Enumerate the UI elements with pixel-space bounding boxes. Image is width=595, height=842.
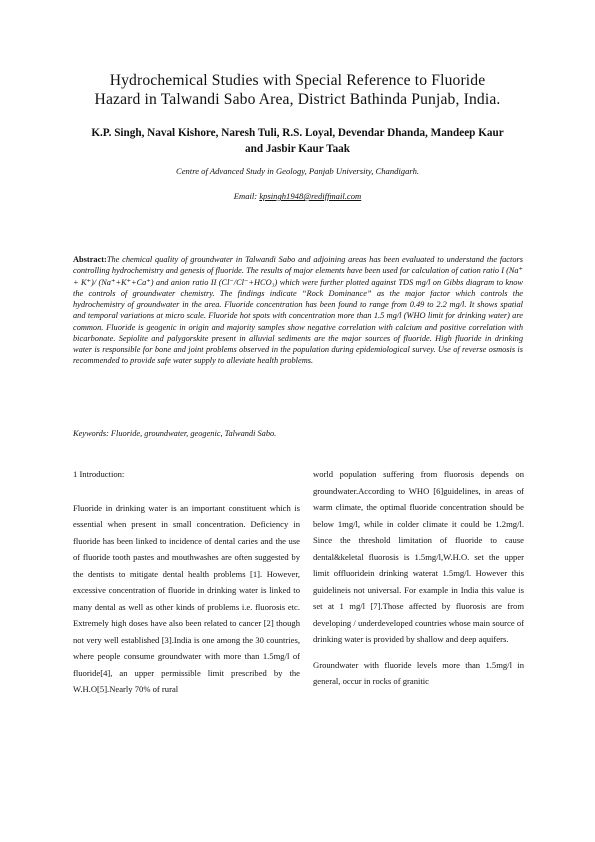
abstract [73,254,523,367]
affiliation: Centre of Advanced Study in Geology, Panjab University, Chandigarh. [175,166,420,176]
abstract-label: Abstract: [73,255,107,264]
keywords: Keywords: Fluoride, groundwater, geogenic, Talwandi Sabo. [73,429,277,438]
title-line-2: Hazard in Talwandi Sabo Area, District Bathinda Punjab, India. [94,91,501,108]
groundwater-paragraph: Groundwater with fluoride levels more than 1.5mg/l in general, occur in rocks of granitic [313,659,524,686]
email-line [70,191,525,202]
abstract-text: The chemical quality of groundwater in Talwandi Sabo and adjoining areas has been evaluated to understand the factors controlling hydrochemistry and genesis of fluoride. The results of major elements have been used for calculation of cation ratio I (Na⁺ + K⁺)/ (Na⁺+K⁺+Ca⁺) and anion ratio II (Cl⁻/Cl⁻+HCO₃) which were further plotted against TDS mg/l on Gibbs diagram to know the controls of groundwater chemistry. The findings indicate “Rock Dominance” as the major factor which controls the hydrochemistry of groundwater in the area. Fluoride concentration has been found to range from 0.49 to 2.2 mg/l. It shows spatial and temporal variations at micro scale. Fluoride hot spots with concentration more than 1.5 mg/l (WHO limit for drinking water) are common. Fluoride is geogenic in origin and majority samples show negative correlation with calcium and positive correlation with bicarbonate. Sepiolite and palygorskite present in alluvial sediments are the major sources of fluoride. High fluoride in drinking water is responsible for bone and joint problems observed in the population during epidemiological survey. Use of reverse osmosis is recommended to provide safe water supply to alleviate health problems. [73,255,523,366]
title-line-1: Hydrochemical Studies with Special Reference to Fluoride [109,72,486,89]
introduction-paragraph: Fluoride in drinking water is an important constituent which is essential when present in small concentration. Deficiency in fluoride has been linked to incidence of dental caries and the use of fluoride tooth pastes and mouthwashes are often suggested by the dentists to mitigate dental health problems [1]. However, excessive concentration of fluoride in drinking water is linked to many dental as well as other kinds of problems i.e. fluorosis etc. Extremely high doses have also been related to cancer [2] though not very well established [3].India is one among the 30 countries, where people consume groundwater with more than 1.5mg/l of fluoride[4], an upper permissible limit prescribed by the W.H.O[5].Nearly 70% of rural [73,502,300,694]
author-list [62,125,533,157]
email-link[interactable]: kpsingh1948@rediffmail.com [259,191,362,201]
introduction-paragraph-continued: world population suffering from fluorosis depends on groundwater.According to WHO [6]guidelines, in areas of warm climate, the optimal fluoride concentration should be below 1mg/l, while in colder climate it could be 1.2mg/l. Since the threshold limitation of fluoride to cause dental&keletal fluorosis is 1.5mg/l,W.H.O. set the upper limit offluoridein drinking waterat 1.5mg/l. However this guidelineis not universal. For example in India this value is set at 1 mg/l [7].Those affected by fluorosis are from developing / underdeveloped countries whose main source of drinking water is provided by shallow and deep aquifers. [313,469,524,644]
section-heading-introduction: 1 Introduction: [73,469,125,479]
authors-line-2: and Jasbir Kaur Taak [245,143,350,155]
email-label: Email: [233,191,260,201]
right-column [313,466,524,690]
left-column [73,466,300,698]
paper-title [60,71,535,109]
authors-line-1: K.P. Singh, Naval Kishore, Naresh Tuli, R.S. Loyal, Devendar Dhanda, Mandeep Kaur [91,127,504,139]
